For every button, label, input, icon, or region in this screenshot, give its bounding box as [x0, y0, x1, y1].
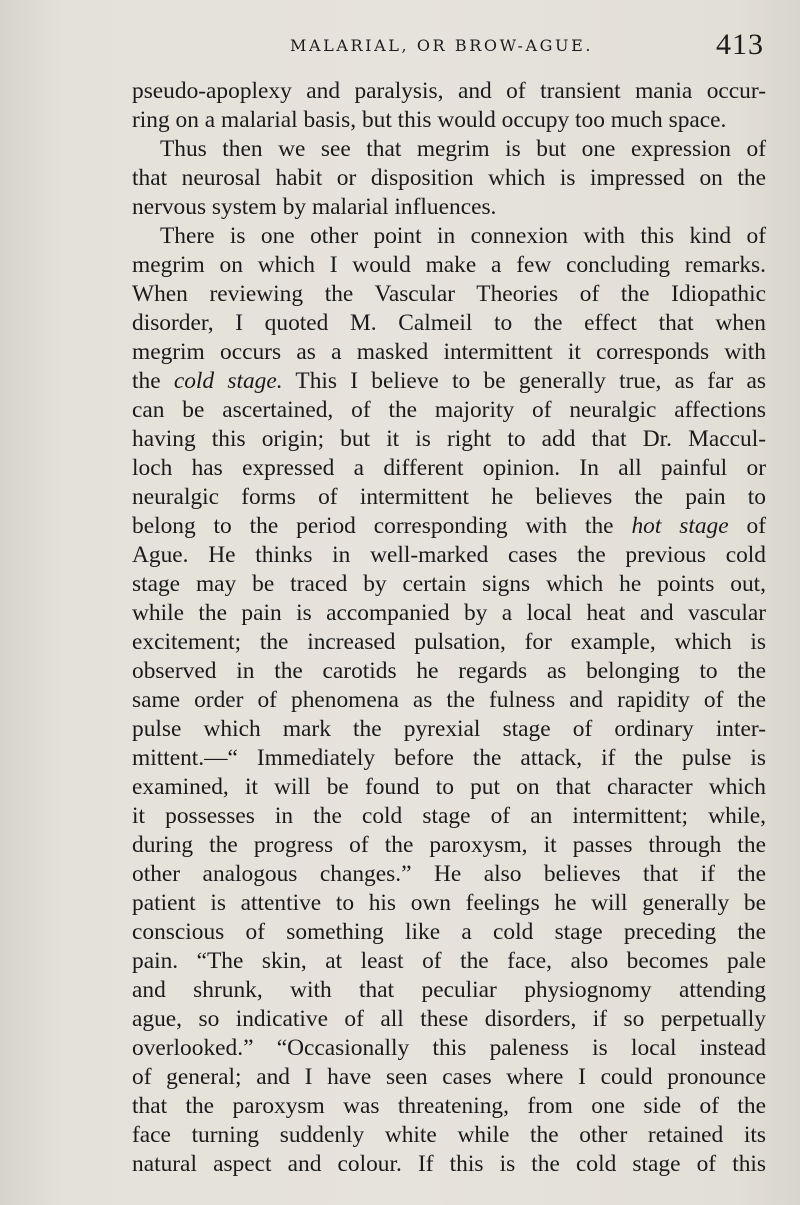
page-number: 413	[716, 28, 764, 61]
text-run: the	[132, 368, 174, 394]
text-line: mittent.—“ Immediately before the attack, if the pulse is	[132, 745, 766, 771]
text-run: of	[728, 513, 766, 539]
text-line: patient is attentive to his own feelings he will generally be	[132, 890, 766, 916]
text-line: of general; and I have seen cases where I could pronounce	[132, 1064, 766, 1090]
text-line: face turning suddenly white while the other retained its	[132, 1122, 766, 1148]
text-line: ring on a malarial basis, but this would occupy too much space.	[132, 107, 727, 133]
text-line: pain. “The skin, at least of the face, also becomes pale	[132, 948, 766, 974]
italic-run: cold stage.	[173, 368, 283, 394]
text-line: overlooked.” “Occasionally this paleness is local instead	[132, 1035, 766, 1061]
text-line: having this origin; but it is right to add that Dr. Maccul-	[132, 426, 766, 452]
text-line: and shrunk, with that peculiar physiognomy attending	[132, 977, 766, 1003]
text-line: pseudo-apoplexy and paralysis, and of transient mania occur-	[132, 78, 766, 104]
text-line: Thus then we see that megrim is but one expression of	[160, 136, 766, 162]
text-line: There is one other point in connexion with this kind of	[160, 223, 766, 249]
text-line: while the pain is accompanied by a local heat and vascular	[132, 600, 766, 626]
italic-run: hot stage	[631, 513, 729, 539]
text-run: belong to the period corresponding with the	[132, 513, 632, 539]
text-line: pulse which mark the pyrexial stage of ordinary inter-	[132, 716, 766, 742]
text-line: that the paroxysm was threatening, from one side of the	[132, 1093, 766, 1119]
text-line	[132, 512, 766, 541]
text-line: stage may be traced by certain signs which he points out,	[132, 571, 766, 597]
text-line: it possesses in the cold stage of an intermittent; while,	[132, 803, 766, 829]
text-run: This I believe to be generally true, as far as	[282, 368, 766, 394]
text-line	[132, 367, 766, 396]
text-line: When reviewing the Vascular Theories of the Idiopathic	[132, 281, 766, 307]
text-line: other analogous changes.” He also believes that if the	[132, 861, 766, 887]
text-line: same order of phenomena as the fulness and rapidity of the	[132, 687, 766, 713]
text-line: loch has expressed a different opinion. In all painful or	[132, 455, 766, 481]
text-line: ague, so indicative of all these disorders, if so perpetually	[132, 1006, 766, 1032]
running-head: MALARIAL, OR BROW-AGUE.	[290, 36, 594, 55]
text-line: nervous system by malarial influences.	[132, 194, 497, 220]
text-line: observed in the carotids he regards as belonging to the	[132, 658, 766, 684]
text-line: megrim on which I would make a few concluding remarks.	[132, 252, 766, 278]
text-line: conscious of something like a cold stage preceding the	[132, 919, 766, 945]
text-line: natural aspect and colour. If this is the cold stage of this	[132, 1151, 766, 1177]
body-text	[132, 77, 766, 1179]
text-line: Ague. He thinks in well-marked cases the previous cold	[132, 542, 766, 568]
text-line: neuralgic forms of intermittent he believes the pain to	[132, 484, 766, 510]
text-line: excitement; the increased pulsation, for example, which is	[132, 629, 766, 655]
text-line: can be ascertained, of the majority of neuralgic affections	[132, 397, 766, 423]
text-line: that neurosal habit or disposition which is impressed on the	[132, 165, 766, 191]
text-line: examined, it will be found to put on that character which	[132, 774, 766, 800]
text-line: disorder, I quoted M. Calmeil to the effect that when	[132, 310, 766, 336]
text-line: megrim occurs as a masked intermittent it corresponds with	[132, 339, 766, 365]
text-line: during the progress of the paroxysm, it passes through the	[132, 832, 766, 858]
